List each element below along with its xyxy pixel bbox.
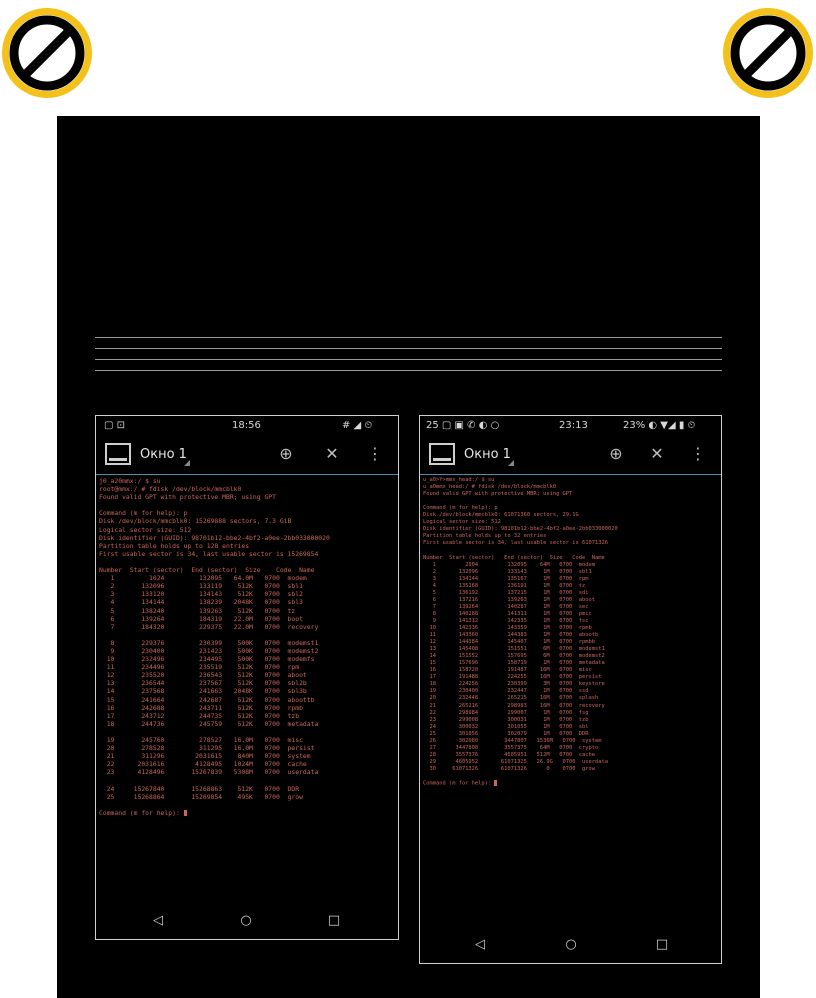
cursor	[184, 810, 187, 816]
terminal-line: u_a0mmx_head:/ # fdisk /dev/block/mmcblk0	[423, 484, 557, 491]
status-time: 18:56	[232, 420, 261, 431]
home-icon[interactable]: ○	[240, 913, 252, 928]
recents-icon[interactable]: □	[327, 913, 341, 928]
terminal-line: 8 140288 141311 1M 0700 pmic	[423, 610, 592, 617]
terminal-line: 28 3557376 4605951 512M 0700 cache	[423, 751, 596, 758]
add-window-icon[interactable]: ⊕	[609, 444, 623, 463]
terminal-line: Number Start (sector) End (sector) Size Code Name	[99, 566, 315, 575]
terminal-line: 22 2031616 4128495 1024M 0700 cache	[99, 760, 307, 769]
no-entry-icon	[0, 6, 94, 100]
terminal-line: 23 299008 300031 1M 0700 tzb	[423, 716, 589, 723]
terminal-line: Command (m for help):	[423, 780, 718, 788]
terminal-line: 30 61071326 61071326 0 0700 grow	[423, 765, 596, 772]
divider-line	[95, 337, 722, 338]
terminal-line	[99, 501, 395, 509]
terminal-line	[423, 773, 718, 780]
terminal-line: 4 134144 138239 2048K 0700 sbl3	[99, 598, 303, 607]
tab-title[interactable]: Окно 1	[140, 447, 187, 462]
terminal-line: 9 141312 142335 1M 0700 fsc	[423, 617, 589, 624]
terminal-line: Disk identifier (GUID): 98701b12-bbe2-4bf2-a0ee-2bb033000020	[99, 533, 330, 542]
terminal-line: 15 241664 242687 512K 0700 aboottb	[99, 695, 315, 704]
terminal-line: Command (m for help): p	[423, 505, 498, 512]
terminal-line: 13 145408 151551 6M 0700 modemst1	[423, 646, 605, 653]
terminal-line	[423, 547, 718, 554]
divider-line	[95, 370, 722, 371]
close-icon[interactable]: ✕	[650, 444, 664, 463]
back-icon[interactable]: ◁	[153, 913, 163, 928]
terminal-line	[99, 631, 395, 639]
terminal-line: Partition table holds up to 32 entries	[423, 533, 547, 540]
phone-screenshot-left	[95, 415, 399, 940]
terminal-line: 22 298984 299007 1M 0700 fsg	[423, 709, 589, 716]
status-left-icons: ▢ ⊡	[104, 420, 126, 431]
terminal-line: 17 191488 224255 16M 0700 persist	[423, 674, 602, 681]
status-right-icons: 23% ◐ ▼◢ ▮ ⏲	[623, 420, 696, 431]
terminal-toolbar	[420, 438, 721, 475]
terminal-line	[423, 498, 718, 505]
terminal-line: 2 132096 133143 1M 0700 sbl1	[423, 568, 592, 575]
terminal-line: Command (m for help):	[99, 809, 395, 817]
terminal-line: 18 244736 245759 512K 0700 metadata	[99, 719, 319, 728]
terminal-line: 7 139264 140287 1M 0700 sec	[423, 603, 589, 610]
terminal-line: 21 311296 2031615 840M 0700 system	[99, 752, 311, 761]
tab-title[interactable]: Окно 1	[464, 447, 511, 462]
terminal-line: 11 234496 235519 512K 0700 rpm	[99, 663, 300, 672]
terminal-line: 19 230400 232447 1M 0700 ssd	[423, 688, 589, 695]
terminal-line: 12 144384 145407 1M 0700 rpmbb	[423, 639, 596, 646]
terminal-line: First usable sector is 34, last usable sector is 61071326	[423, 540, 608, 547]
nav-bar	[96, 903, 398, 939]
terminal-line: 11 143360 144383 1M 0700 abootb	[423, 632, 599, 639]
terminal-line: 19 245760 278527 16.0M 0700 misc	[99, 736, 303, 744]
status-bar	[420, 416, 721, 438]
terminal-line: 23 4128496 15267839 5308M 0700 userdata	[99, 768, 319, 777]
status-time: 23:13	[559, 420, 588, 431]
nav-bar	[420, 927, 721, 963]
terminal-line: Number Start (sector) End (sector) Size Code Name	[423, 554, 605, 561]
terminal-line: 13 236544 237567 512K 0700 sbl2b	[99, 679, 307, 688]
status-right-icons: # ◢ ⏲	[342, 420, 373, 431]
status-bar	[96, 416, 398, 438]
back-icon[interactable]: ◁	[475, 937, 485, 952]
terminal-line: 25 301056 302079 1M 0700 DDR	[423, 730, 589, 737]
dark-panel	[57, 116, 760, 998]
terminal-output[interactable]	[96, 475, 398, 879]
terminal-line: 27 3447808 3557375 64M 0700 crypto	[423, 744, 599, 751]
terminal-line: Disk identifier (GUID): 98101b12-bbe2-4bf2-a0ee-2bb033000020	[423, 526, 618, 533]
window-icon[interactable]	[429, 443, 455, 465]
terminal-line: 25 15268864 15269854 495K 0700 grow	[99, 792, 303, 801]
terminal-line: 8 229376 230399 500K 0700 modemst1	[99, 638, 319, 647]
no-entry-icon	[721, 6, 815, 100]
terminal-line: 5 136192 137215 1M 0700 sdi	[423, 589, 589, 596]
divider-line	[95, 348, 722, 349]
terminal-line: 20 278528 311295 16.0M 0700 persist	[99, 744, 315, 753]
window-icon[interactable]	[105, 443, 131, 465]
terminal-line	[99, 558, 395, 566]
tab-dropdown-icon[interactable]	[184, 460, 190, 466]
terminal-line: 4 135168 136191 1M 0700 tz	[423, 582, 586, 589]
terminal-line: Disk /dev/block/mmcblk0: 61071360 sectors, 29.1G	[423, 512, 579, 519]
terminal-line: 29 4605952 61071325 26.9G 0700 userdata	[423, 758, 608, 765]
terminal-line: 14 237568 241663 2048K 0700 sbl3b	[99, 687, 307, 696]
terminal-line: Disk /dev/block/mmcblk0: 15269888 sectors, 7.3 GiB	[99, 517, 292, 526]
terminal-line: 10 232496 234495 500K 0700 modemfs	[99, 655, 315, 664]
add-window-icon[interactable]: ⊕	[279, 444, 293, 463]
terminal-line: First usable sector is 34, last usable sector is 15269854	[99, 549, 319, 558]
terminal-line: 6 137216 139263 1M 0700 aboot	[423, 596, 596, 603]
cursor	[494, 780, 497, 786]
terminal-line: 2 132096 133119 512K 0700 sbl1	[99, 582, 303, 591]
terminal-line: 9 230400 231423 500K 0700 modemst2	[99, 646, 319, 655]
terminal-line	[99, 728, 395, 736]
terminal-line: 1 2004 132095 64M 0700 modem	[423, 561, 596, 568]
terminal-line: 24 300032 301055 1M 0700 sbl	[423, 723, 589, 730]
terminal-line: Command (m for help): p	[99, 509, 188, 518]
terminal-line: 18 224256 230399 3M 0700 keystore	[423, 681, 605, 688]
terminal-line: 26 302080 3447807 1536M 0700 system	[423, 737, 602, 744]
terminal-line: Found valid GPT with protective MBR; using GPT	[99, 493, 276, 502]
terminal-output[interactable]	[420, 475, 721, 904]
terminal-line: 6 139264 184319 22.0M 0700 boot	[99, 614, 303, 623]
terminal-line	[99, 776, 395, 784]
terminal-line: 17 243712 244735 512K 0700 tzb	[99, 711, 300, 720]
terminal-line: Logical sector size: 512	[423, 519, 501, 526]
terminal-line: 3 134144 135167 1M 0700 rpm	[423, 575, 589, 582]
overflow-menu-icon[interactable]: ⋮	[690, 444, 706, 463]
terminal-line: j0_a20mmx:/ $ su	[99, 477, 161, 485]
terminal-line: u_a0>f>mmx_head:/ $ su	[423, 477, 495, 483]
terminal-line: Partition table holds up to 128 entries	[99, 541, 250, 550]
terminal-line: 16 242688 243711 512K 0700 rpmb	[99, 703, 303, 712]
divider-line	[95, 359, 722, 360]
terminal-line: 16 158720 191487 16M 0700 misc	[423, 667, 592, 674]
terminal-line: 5 138240 139263 512K 0700 tz	[99, 606, 296, 615]
tab-dropdown-icon[interactable]	[508, 460, 514, 466]
terminal-line: 24 15267840 15268863 512K 0700 DDR	[99, 784, 300, 793]
terminal-line: 10 142336 143359 1M 0700 rpmb	[423, 624, 592, 631]
recents-icon[interactable]: □	[655, 937, 669, 952]
status-left-icons: 25 ▢ ▣ ✆ ◐ ○	[426, 420, 500, 431]
overflow-menu-icon[interactable]: ⋮	[367, 444, 383, 463]
terminal-line: 21 265216 298983 16M 0700 recovery	[423, 702, 605, 709]
terminal-line: Logical sector size: 512	[99, 525, 192, 534]
terminal-line	[99, 801, 395, 809]
terminal-line: 3 133120 134143 512K 0700 sbl2	[99, 590, 303, 599]
terminal-line: 15 157696 158719 1M 0700 metadata	[423, 660, 605, 667]
terminal-toolbar	[96, 438, 398, 475]
close-icon[interactable]: ✕	[325, 444, 339, 463]
phone-screenshot-right	[419, 415, 722, 964]
terminal-line: 1 1024 132095 64.0M 0700 modem	[99, 574, 307, 583]
terminal-line: 7 184320 229375 22.0M 0700 recovery	[99, 622, 319, 631]
terminal-line: Found valid GPT with protective MBR; using GPT	[423, 491, 573, 498]
terminal-line: 12 235520 236543 512K 0700 aboot	[99, 671, 307, 680]
terminal-line: 14 151552 157695 6M 0700 modemst2	[423, 653, 605, 660]
terminal-line: 20 232448 265215 16M 0700 splash	[423, 695, 599, 702]
home-icon[interactable]: ○	[565, 937, 577, 952]
terminal-line: root@mmx:/ # fdisk /dev/block/mmcblk0	[99, 485, 242, 494]
